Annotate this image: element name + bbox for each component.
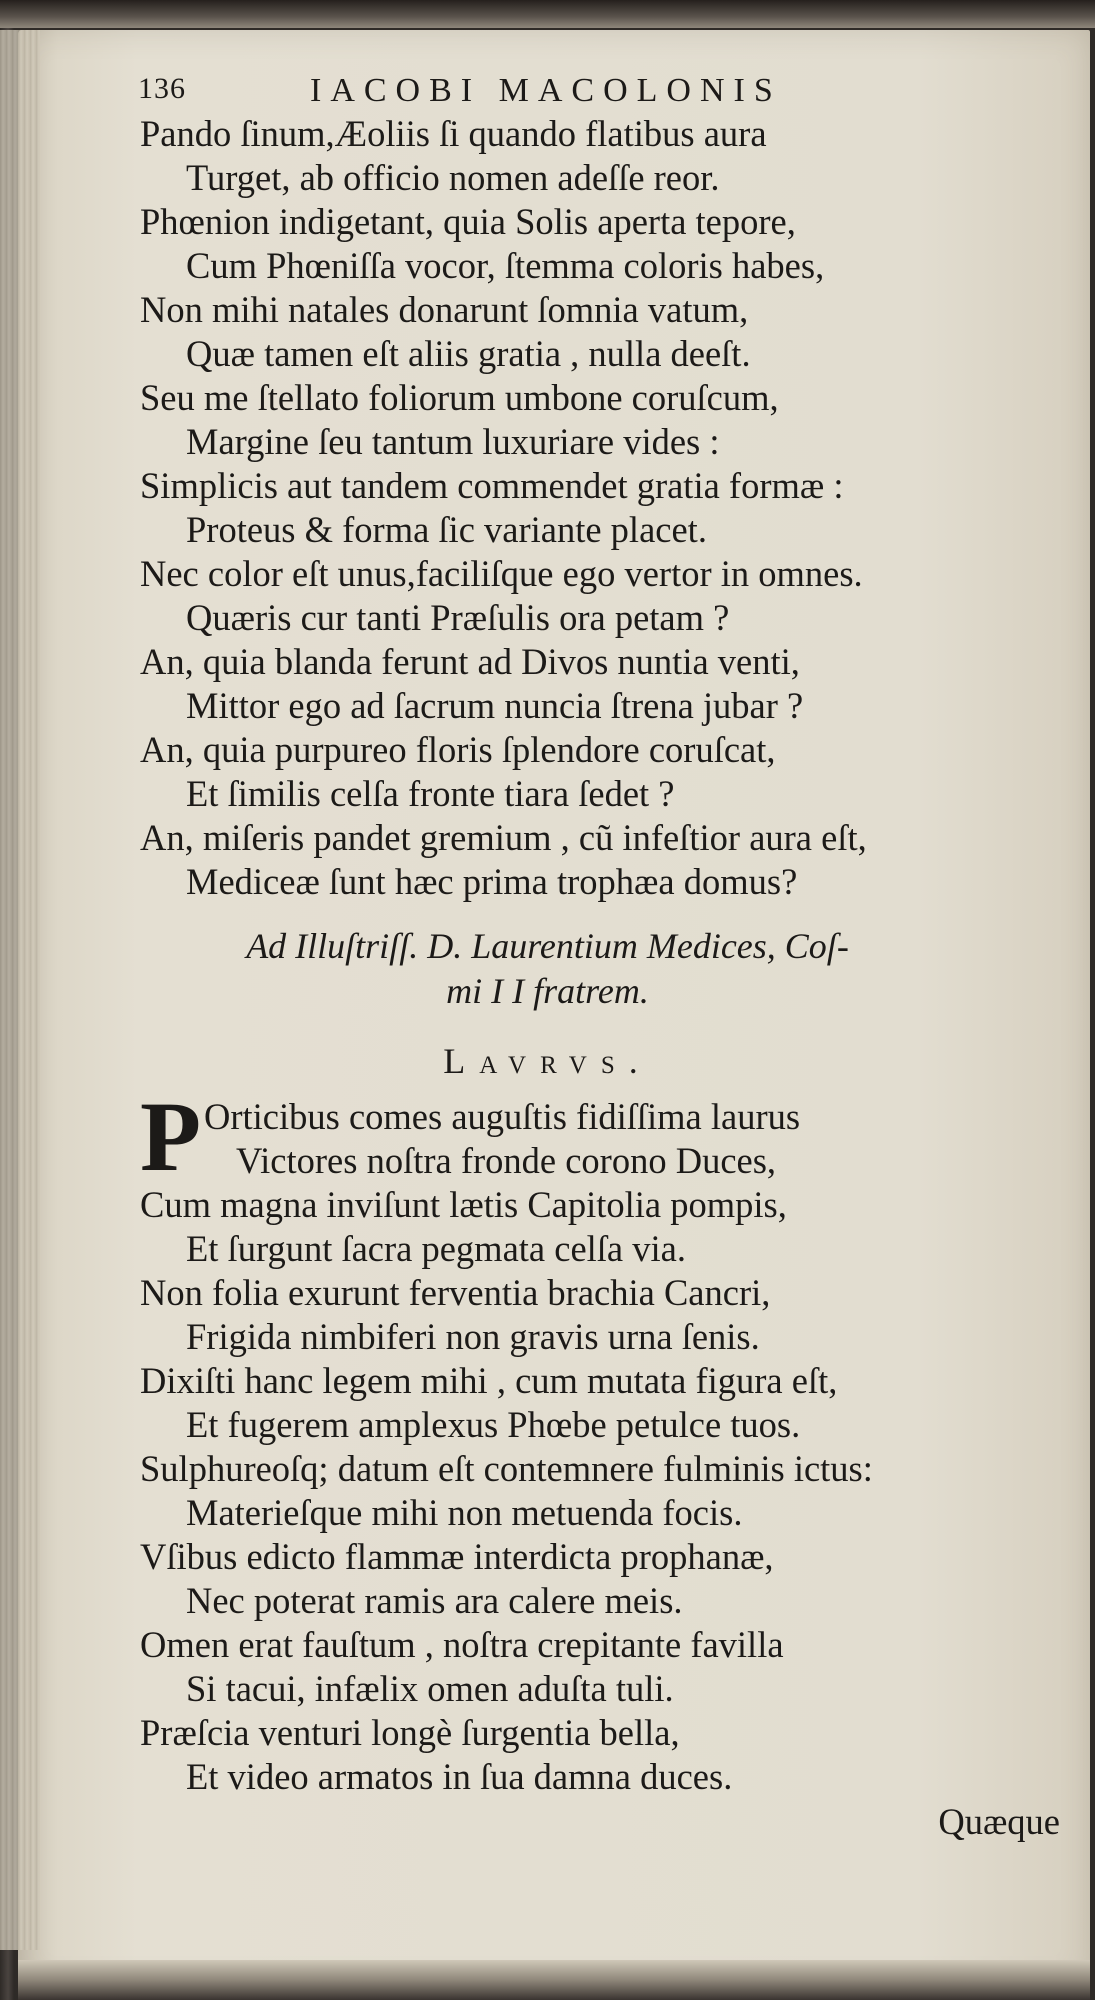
verse-line: Et fugerem amplexus Phœbe petulce tuos. xyxy=(186,1404,801,1445)
verse-line: Dixiſti hanc legem mihi , cum mutata figura eſt, xyxy=(140,1360,838,1401)
verse-line: Quæ tamen eſt aliis gratia , nulla deeſt. xyxy=(186,333,751,374)
dedication-line-1: Ad Illuſtriſſ. D. Laurentium Medices, Coſ- xyxy=(246,926,849,966)
verse-line: Non folia exurunt ferventia brachia Cancri, xyxy=(140,1272,771,1313)
verse-line: Cum Phœniſſa vocor, ſtemma coloris habes, xyxy=(186,245,825,286)
verse-line: Et ſurgunt ſacra pegmata celſa via. xyxy=(186,1228,686,1269)
verse-line: Orticibus comes auguſtis fidiſſima laurus xyxy=(204,1096,801,1137)
verse-line: Omen erat fauſtum , noſtra crepitante favilla xyxy=(140,1624,784,1665)
verse-line: Præſcia venturi longè ſurgentia bella, xyxy=(140,1712,680,1753)
running-head: IACOBI MACOLONIS xyxy=(310,72,782,109)
verse-line: Mittor ego ad ſacrum nuncia ſtrena jubar ? xyxy=(186,685,804,726)
verse-line: Proteus & forma ſic variante placet. xyxy=(186,509,707,550)
verse-line: Et ſimilis celſa fronte tiara ſedet ? xyxy=(186,773,675,814)
poem-title: Lavrvs. xyxy=(443,1041,652,1081)
verse-line: Pando ſinum,Æoliis ſi quando flatibus aura xyxy=(140,113,767,154)
catchword: Quæque xyxy=(938,1801,1060,1842)
verse-line: An, quia blanda ferunt ad Divos nuntia venti, xyxy=(140,641,800,682)
verse-line: Vſibus edicto flammæ interdicta prophanæ, xyxy=(140,1536,774,1577)
verse-line: Turget, ab officio nomen adeſſe reor. xyxy=(186,157,720,198)
verse-line: Cum magna inviſunt lætis Capitolia pompis, xyxy=(140,1184,787,1225)
verse-line: An, quia purpureo floris ſplendore coruſcat, xyxy=(140,729,776,770)
verse-line: An, miſeris pandet gremium , cũ infeſtior aura eſt, xyxy=(140,817,867,858)
verse-line: Non mihi natales donarunt ſomnia vatum, xyxy=(140,289,749,330)
verse-line: Materieſque mihi non metuenda focis. xyxy=(186,1492,743,1533)
verse-line: Et video armatos in ſua damna duces. xyxy=(186,1756,733,1797)
verse-line: Simplicis aut tandem commendet gratia formæ : xyxy=(140,465,844,506)
drop-cap: P xyxy=(140,1081,202,1192)
dedication-line-2: mi I I fratrem. xyxy=(446,971,649,1011)
verse-line: Sulphureoſq; datum eſt contemnere fulminis ictus: xyxy=(140,1448,873,1489)
verse-line: Si tacui, infælix omen aduſta tuli. xyxy=(186,1668,674,1709)
verse-line: Quæris cur tanti Præſulis ora petam ? xyxy=(186,597,730,638)
verse-line: Margine ſeu tantum luxuriare vides : xyxy=(186,421,720,462)
verse-line: Frigida nimbiferi non gravis urna ſenis. xyxy=(186,1316,760,1357)
verse-line: Nec poterat ramis ara calere meis. xyxy=(186,1580,683,1621)
verse-line: Victores noſtra fronde corono Duces, xyxy=(236,1140,777,1181)
page-header xyxy=(138,72,918,112)
verse-line: Phœnion indigetant, quia Solis aperta tepore, xyxy=(140,201,796,242)
verse-line: Mediceæ ſunt hæc prima trophæa domus? xyxy=(186,861,798,902)
page-number: 136 xyxy=(138,72,186,105)
verse-line: Nec color eſt unus,faciliſque ego vertor in omnes. xyxy=(140,553,863,594)
verse-line: Seu me ſtellato foliorum umbone coruſcum, xyxy=(140,377,779,418)
